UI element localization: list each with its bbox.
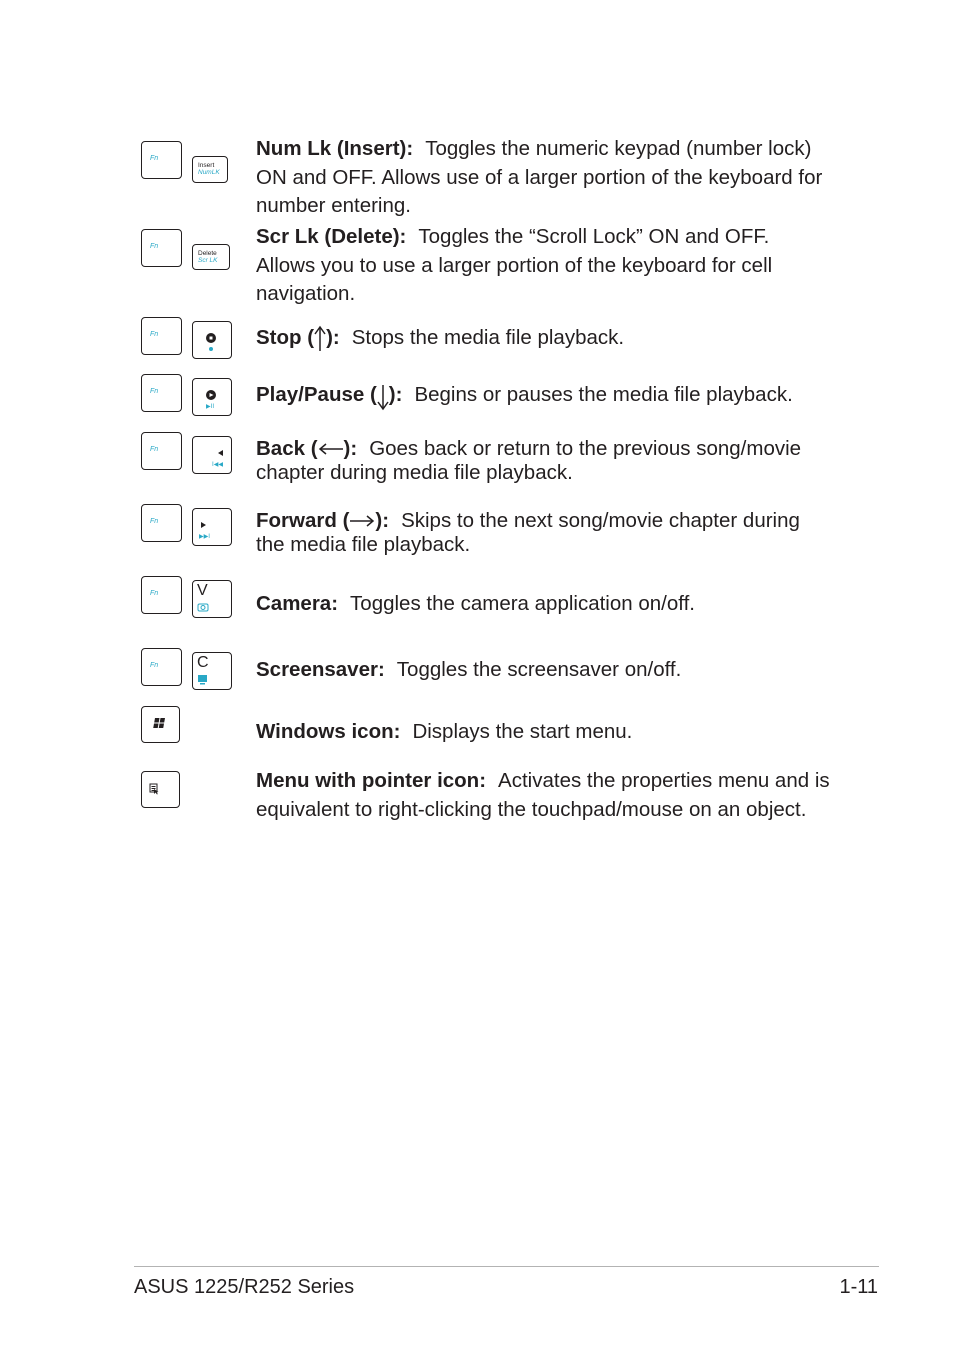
row-title: Camera: [256,592,339,615]
footer-series-name: ASUS 1225/R252 Series [134,1276,355,1298]
next-track-key [192,508,232,546]
fn-key: Fn [141,576,182,614]
stop-media-icon [193,322,229,356]
description [256,381,831,411]
row-title-end: ): [326,326,340,349]
row-text: Toggles the “Scroll Lock” ON and OFF. Allows you to use a larger portion of the keyboard for cell navigation. [256,225,773,305]
description [256,656,831,685]
up-arrow-icon [314,325,326,351]
description [256,767,831,824]
key-combo [140,576,240,636]
svg-text:I◀◀: I◀◀ [212,461,223,468]
play-pause-media-icon [193,379,229,413]
svg-text:▶▶I: ▶▶I [199,533,210,540]
svg-text:▶II: ▶II [206,403,215,410]
description [256,509,831,557]
key-combo [140,648,240,708]
row-title-end: ): [388,383,403,406]
key-combo [140,432,240,492]
row-text: Stops the media file playback. [351,326,625,349]
row-title: Scr Lk (Delete): [256,225,407,248]
camera-icon [197,602,211,612]
row-text: Toggles the camera application on/off. [350,592,695,615]
description [256,324,831,353]
key-combo [140,317,240,377]
row-text: Goes back or return to the previous song/movie chapter during media file playback. [256,437,802,484]
row-title: Windows icon: [256,720,401,743]
row-title-end: ): [343,437,358,460]
key-combo [140,706,240,766]
page-number: 1-11 [839,1276,878,1298]
v-key [192,580,232,618]
description [256,223,831,309]
menu-key [141,771,180,808]
fn-key: Fn [141,229,182,267]
down-arrow-icon [377,385,389,411]
key-combo [140,141,240,201]
key-combo [140,504,240,564]
next-track-icon [193,509,229,543]
windows-key [141,706,180,743]
previous-track-icon [193,437,229,471]
row-text: Toggles the screensaver on/off. [396,658,682,681]
key-combo [140,771,240,831]
row-title-end: ): [375,509,390,532]
row-title: Back ( [256,437,318,460]
fn-key: Fn [141,648,182,686]
row-title: Forward ( [256,509,350,532]
key-label: Insert [198,162,215,169]
fn-key: Fn [141,504,182,542]
key-sublabel: Scr LK [198,257,218,264]
key-sublabel: NumLK [198,169,220,176]
previous-track-key [192,436,232,474]
description [256,718,831,747]
row-text: Begins or pauses the media file playback. [414,383,793,406]
context-menu-icon [142,772,178,806]
description [256,437,831,485]
row-title: Stop ( [256,326,315,349]
row-text: Activates the properties menu and is equivalent to right-clicking the touchpad/mouse on an object. [256,769,830,821]
row-title: Screensaver: [256,658,385,681]
play-pause-key [192,378,232,416]
key-label: Delete [198,250,217,257]
key-letter: C [197,654,209,671]
footer-divider [134,1266,879,1267]
key-combo [140,229,240,289]
row-title: Play/Pause ( [256,383,377,406]
fn-key: Fn [141,374,182,412]
screensaver-icon [197,674,211,686]
description [256,590,831,619]
row-title: Menu with pointer icon: [256,769,487,792]
delete-key [192,244,230,270]
row-text: Displays the start menu. [412,720,633,743]
key-letter: V [197,582,208,599]
key-combo [140,374,240,434]
row-title: Num Lk (Insert): [256,137,414,160]
right-arrow-icon [349,514,375,528]
insert-key [192,156,228,183]
fn-key: Fn [141,141,182,179]
c-key [192,652,232,690]
left-arrow-icon [318,442,344,456]
stop-media-key [192,321,232,359]
row-text: Skips to the next song/movie chapter during the media file playback. [256,509,800,556]
description [256,135,831,221]
row-text: Toggles the numeric keypad (number lock) ON and OFF. Allows use of a larger portion of the keyboard for number entering. [256,137,823,217]
windows-logo-icon [142,707,178,741]
fn-key: Fn [141,317,182,355]
fn-key: Fn [141,432,182,470]
